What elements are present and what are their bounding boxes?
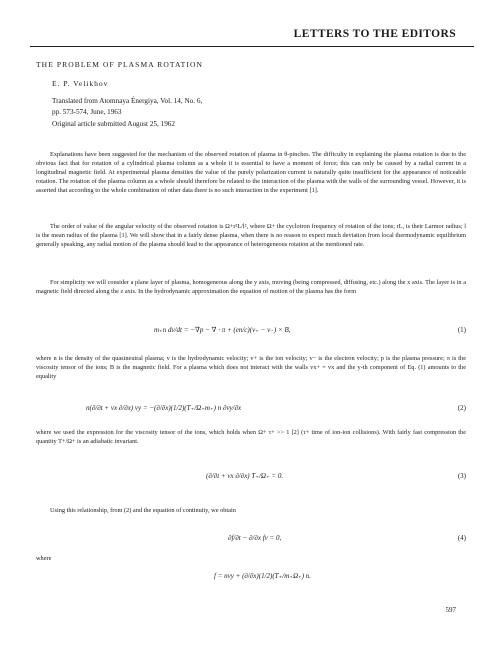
- paragraph-7: where: [36, 555, 52, 562]
- paragraph-4: where n is the density of the quasineutral plasma; v is the hydrodynamic velocity; v+ is the ion velocity; v− is the electron velocity; p is the plasma pressure; π is the viscosity tensor of the ions; B is the magnetic field. For a plasma which does not interact with the walls vx+ = vx and the y-th component of Eq. (1) amounts to the equality: [36, 355, 466, 381]
- paragraph-6: Using this relationship, from (2) and the equation of continuity, we obtain: [50, 507, 236, 514]
- equation-3-body: (∂/∂t + vx ∂/∂x) T₊/Ω₊ = 0.: [206, 472, 284, 480]
- meta-line-submitted: Original article submitted August 25, 1962: [52, 119, 175, 128]
- equation-4: [36, 534, 466, 550]
- meta-line-translation: Translated from Atomnaya Énergiya, Vol. 14, No. 6,: [52, 97, 203, 105]
- equation-3-number: (3): [457, 472, 466, 480]
- equation-5-body: f = nvy + (∂/∂x)(1/2)(T₊/m₊Ω₊) n.: [214, 572, 312, 580]
- equation-1: [36, 326, 466, 342]
- author-name: E. P. Velikhov: [52, 79, 109, 88]
- equation-5: [36, 572, 466, 588]
- article-meta: [52, 96, 202, 130]
- equation-1-body: m₊n dv/dt = −∇p − ∇ · π + (en/c)(v₊ − v₋) × B,: [154, 326, 291, 334]
- equation-4-number: (4): [457, 534, 466, 542]
- paragraph-2: The order of value of the angular velocity of the observed rotation is Ω+r²L/l², where Ω+ the cyclotron frequency of rotation of the ions; rL, is their Larmor radius; l is the mean radius of the plasma [1]. We will show that in a fairly dense plasma, when there is no reason to expect much deviation from local thermodynamic equilibrium generally speaking, any radial motion of the plasma should lead to the appearance of heterogeneous rotation at the mentioned rate.: [36, 223, 466, 249]
- article-title: THE PROBLEM OF PLASMA ROTATION: [36, 60, 203, 69]
- header-rule: [30, 46, 474, 47]
- equation-2: [36, 404, 466, 420]
- equation-2-body: n(∂/∂t + vx ∂/∂x) vy = −(∂/∂x)(1/2)(T₊/Ω₊m₊) n ∂vy/∂x: [86, 404, 242, 412]
- paragraph-3: For simplicity we will consider a plane layer of plasma, homogeneous along the y axis, moving (being compressed, diffusing, etc.) along the x axis. The layer is in a magnetic field directed along the z axis. In the hydrodynamic approximation the equation of motion of the plasma has the form: [36, 279, 466, 296]
- equation-2-number: (2): [457, 404, 466, 412]
- equation-4-body: ∂f/∂t − ∂/∂x fv = 0,: [228, 534, 282, 542]
- paragraph-1: Explanations have been suggested for the mechanism of the observed rotation of plasma in θ-pinches. The difficulty in explaining the plasma rotation is due to the obvious fact that for rotation of a cylindrical plasma column as a whole it is essential to have a moment of force; this can only be caused by a radial current in a longitudinal magnetic field. At experimental plasma densities the value of the purely polarization current is naturally quite insufficient for the appearance of noticeable rotation. The rotation of the plasma column as a whole should therefore be related to the interaction of the plasma with the walls of the surrounding vessel. However, it is asserted that according to the whole combination of other data there is no such interaction in the experiment [1].: [36, 151, 466, 195]
- section-header: LETTERS TO THE EDITORS: [293, 28, 456, 40]
- page-number: 597: [445, 606, 456, 614]
- equation-1-number: (1): [457, 326, 466, 334]
- paragraph-5: where we used the expression for the viscosity tensor of the ions, which holds when Ω+ τ+ >> 1 [2] (τ+ time of ion-ion collisions). With fairly fast compression the quantity T+/Ω+ is an adiabatic invariant.: [36, 429, 466, 446]
- equation-3: [36, 472, 466, 488]
- meta-line-pages: pp. 573-574, June, 1963: [52, 108, 122, 117]
